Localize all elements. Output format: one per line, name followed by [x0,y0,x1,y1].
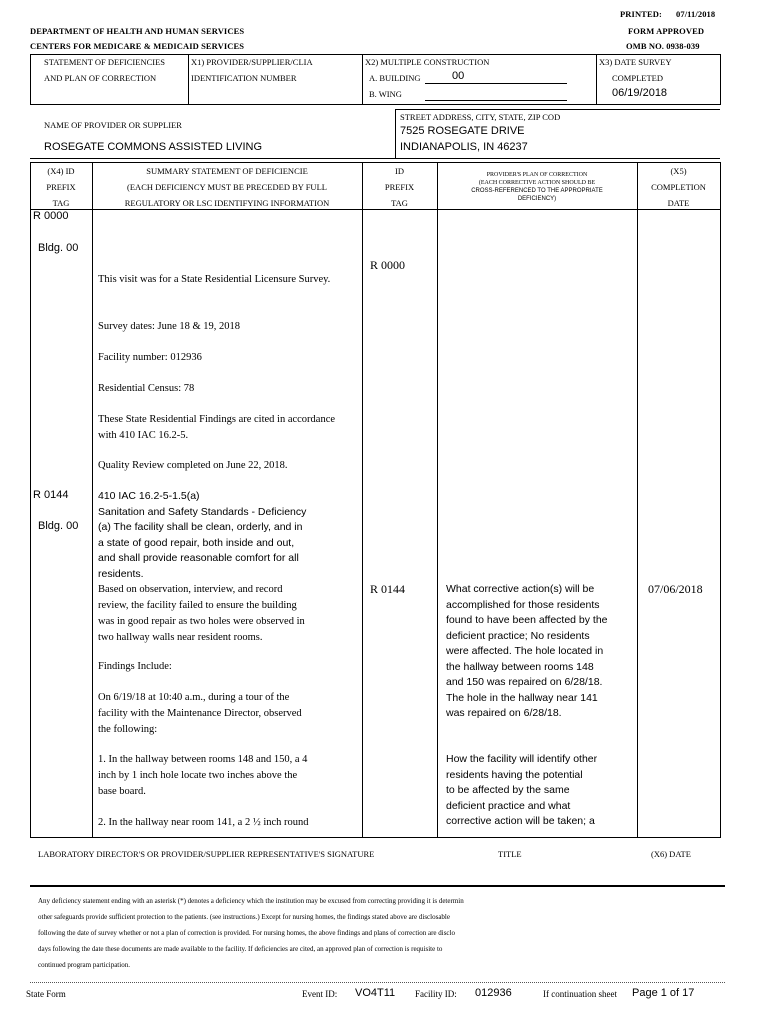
printed-date: 07/11/2018 [676,9,716,19]
centers-name: CENTERS FOR MEDICARE & MEDICAID SERVICES [30,41,245,51]
reg-line: residents. [98,567,144,580]
r0144-regulation [98,489,306,582]
r0144-findings-summary [98,582,305,646]
tag-r0000-right: R 0000 [370,258,406,272]
findings-include: Findings Include: [98,661,172,672]
tour-line: the following: [98,724,158,735]
tag-r0144-left: R 0144 [33,489,69,501]
tour-paragraph [98,690,302,738]
survey-completed-date: 06/19/2018 [612,87,668,99]
statement-label-line2: AND PLAN OF CORRECTION [44,73,157,83]
plan-line: was repaired on 6/28/18. [446,707,562,719]
disclaimer-line: days following the date these documents are made available to the facility. If deficiencies are cited, an approved plan of correction is requisite to [38,945,443,953]
footer-facility-id: 012936 [475,987,512,999]
x3-label-line2: COMPLETED [612,73,663,83]
plan-line: accomplished for those residents [446,598,600,611]
provider-name: ROSEGATE COMMONS ASSISTED LIVING [44,141,263,153]
plan-line: The hole in the hallway near 141 [446,691,598,704]
summary-header-line2: (EACH DEFICIENCY MUST BE PRECEDED BY FULL [127,182,327,192]
plan-line: deficient practice and what [446,799,571,812]
x5-header-line1: (X5) [670,166,687,176]
tag-r0144-right: R 0144 [370,582,406,596]
id-header-line1: ID [395,166,404,176]
footer-event-id: VO4T11 [355,987,396,999]
item1-line: inch by 1 inch hole locate two inches above the [98,770,298,781]
findings-line: Based on observation, interview, and record [98,584,283,595]
reg-line: a state of good repair, both inside and out, [98,536,295,549]
x5-header-line2: COMPLETION [651,182,706,192]
disclaimer-line: Any deficiency statement ending with an asterisk (*) denotes a deficiency which the institution may be excused from correcting providing it is determin [38,897,464,905]
summary-header-line1: SUMMARY STATEMENT OF DEFICIENCIE [146,166,308,176]
disclaimer-line: following the date of survey whether or not a plan of correction is provided. For nursing homes, the above findings and plans of correction are disclo [38,929,455,937]
footer-page-number: Page 1 of 17 [632,987,695,999]
id-header-line2: PREFIX [384,182,415,192]
findings-line: review, the facility failed to ensure the building [98,600,297,611]
address-line2: INDIANAPOLIS, IN 46237 [400,141,528,153]
footer-facility-label: Facility ID: [415,989,457,999]
r0000-survey-dates: Survey dates: June 18 & 19, 2018 [98,321,241,332]
item1-line: 1. In the hallway between rooms 148 and 150, a 4 [98,754,308,765]
plan-line: were affected. The hole located in [446,645,604,657]
plan-line: What corrective action(s) will be [446,583,595,595]
disclaimer [38,893,728,973]
disclaimer-line: other safeguards provide sufficient protection to the patients. (see instructions.) Except for nursing homes, the findings stated above are disclosable [38,913,450,921]
findings-line: was in good repair as two holes were observed in [98,616,305,627]
item2-line: 2. In the hallway near room 141, a 2 ½ inch round [98,817,309,828]
x5-header-line3: DATE [667,198,690,208]
plan-line: to be affected by the same [446,784,570,796]
plan-header-line3: CROSS-REFERENCED TO THE APPROPRIATE [471,188,603,194]
footer-event-label: Event ID: [302,989,338,999]
x4-header-line3: TAG [52,198,70,208]
title-label: TITLE [498,849,522,859]
x1-label-line1: X1) PROVIDER/SUPPLIER/CLIA [191,57,313,67]
tag-r0000-left: R 0000 [33,210,69,222]
footer-state-form: State Form [26,989,66,999]
plan-header-line4: DEFICIENCY) [517,196,557,202]
plan-line: corrective action will be taken; a [446,815,595,827]
plan-line: the hallway between rooms 148 [446,660,594,673]
bldg-r0000: Bldg. 00 [38,242,79,254]
bldg-r0144: Bldg. 00 [38,520,79,532]
reg-line: and shall provide reasonable comfort for all [98,552,299,564]
r0000-intro: This visit was for a State Residential Licensure Survey. [98,274,331,285]
r0000-facility-number: Facility number: 012936 [98,352,202,363]
printed-label: PRINTED: [620,9,662,19]
department-name: DEPARTMENT OF HEALTH AND HUMAN SERVICES [30,26,245,36]
signature-label: LABORATORY DIRECTOR'S OR PROVIDER/SUPPLIER REPRESENTATIVE'S SIGNATURE [38,849,375,859]
plan-line: How the facility will identify other [446,753,598,765]
item1-line: base board. [98,786,146,797]
x1-label-line2: IDENTIFICATION NUMBER [191,73,297,83]
plan-line: found to have been affected by the [446,614,608,626]
wing-underline [425,100,567,101]
plan-line: residents having the potential [446,768,583,781]
tour-line: facility with the Maintenance Director, observed [98,708,302,719]
address-line1: 7525 ROSEGATE DRIVE [400,125,525,137]
statement-label-line1: STATEMENT OF DEFICIENCIES [44,57,166,67]
reg-line: 410 IAC 16.2-5-1.5(a) [98,490,200,502]
reg-line: (a) The facility shall be clean, orderly, and in [98,521,303,533]
id-header-line3: TAG [391,198,408,208]
plan-paragraph-b [446,752,597,830]
item1-paragraph [98,752,307,800]
r0000-findings-cited: These State Residential Findings are cited in accordance with 410 IAC 16.2-5. [98,414,336,441]
findings-line: two hallway walls near resident rooms. [98,632,263,643]
wing-label: B. WING [369,89,402,99]
building-label: A. BUILDING [369,73,421,83]
r0000-census: Residential Census: 78 [98,383,195,394]
x2-label: X2) MULTIPLE CONSTRUCTION [365,57,490,67]
plan-paragraph-a [446,582,608,722]
address-label: STREET ADDRESS, CITY, STATE, ZIP COD [400,112,561,122]
x6-date-label: (X6) DATE [651,849,691,859]
x4-header-line2: PREFIX [46,182,76,192]
summary-header-line3: REGULATORY OR LSC IDENTIFYING INFORMATION [124,198,330,208]
form-approved: FORM APPROVED [628,26,705,36]
building-value: 00 [452,70,465,82]
omb-number: OMB NO. 0938-039 [626,41,700,51]
plan-header-line2: (EACH CORRECTIVE ACTION SHOULD BE [478,180,596,186]
footer-continuation: If continuation sheet [543,989,617,999]
x3-label-line1: X3) DATE SURVEY [599,57,672,67]
building-underline [425,83,567,84]
x4-header-line1: (X4) ID [47,166,75,176]
disclaimer-line: continued program participation. [38,961,130,969]
plan-line: deficient practice; No residents [446,629,590,642]
plan-header-line1: PROVIDER'S PLAN OF CORRECTION [486,172,588,178]
reg-line: Sanitation and Safety Standards - Deficiency [98,505,307,518]
completion-date: 07/06/2018 [648,582,703,596]
r0000-quality-review: Quality Review completed on June 22, 2018. [98,460,288,471]
tour-line: On 6/19/18 at 10:40 a.m., during a tour of the [98,692,290,703]
plan-line: and 150 was repaired on 6/28/18. [446,676,603,688]
provider-name-label: NAME OF PROVIDER OR SUPPLIER [44,120,182,130]
